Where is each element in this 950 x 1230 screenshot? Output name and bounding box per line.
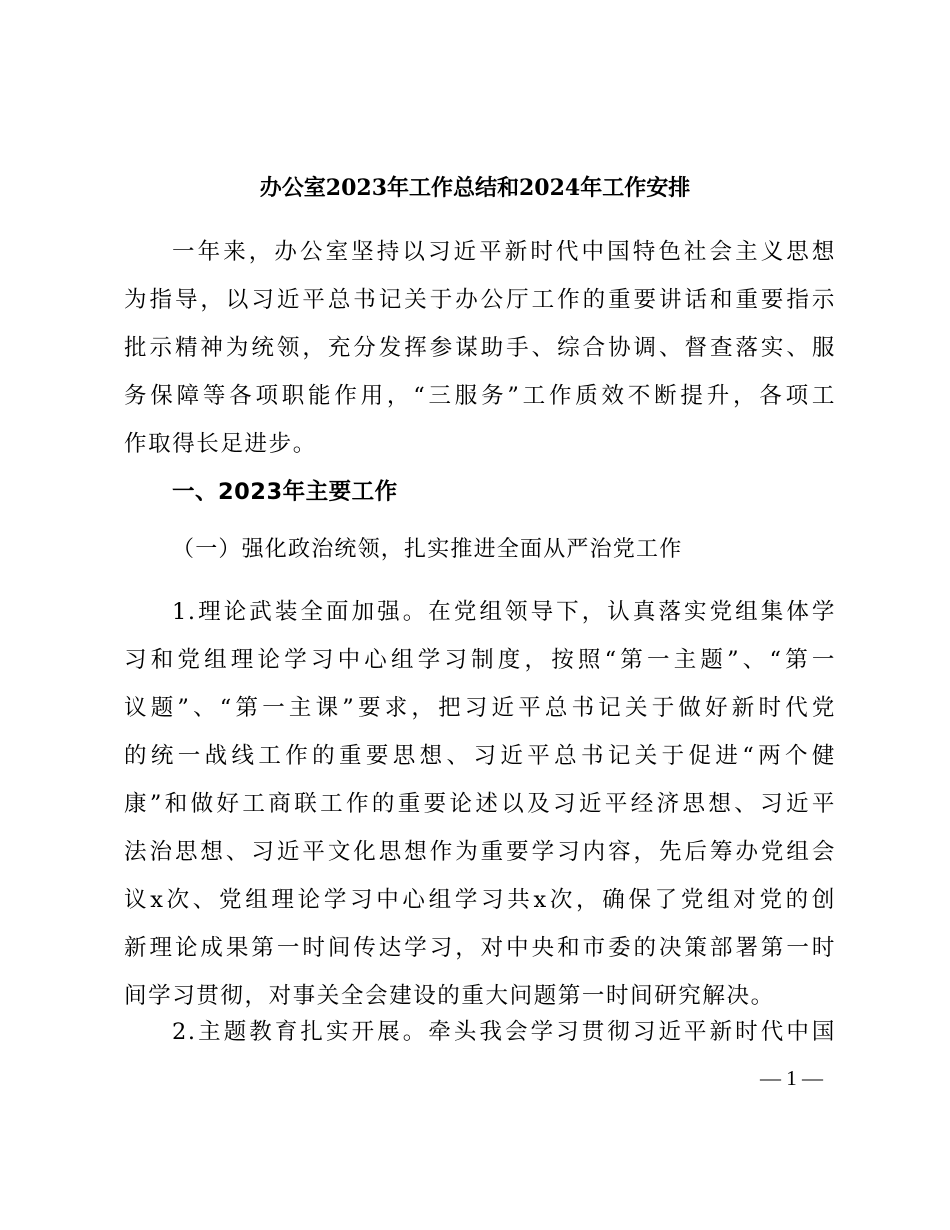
paragraph-line: 议x次、党组理论学习中心组学习共x次，确保了党组对党的创 xyxy=(124,887,836,913)
item1-paragraph xyxy=(124,588,836,1020)
paragraph-line: 为指导，以习近平总书记关于办公厅工作的重要讲话和重要指示 xyxy=(124,287,836,313)
document-title: 办公室2023年工作总结和2024年工作安排 xyxy=(259,175,691,201)
paragraph-line: 议题”、“第一主课”要求，把习近平总书记关于做好新时代党 xyxy=(124,695,836,721)
paragraph-line: 新理论成果第一时间传达学习，对中央和市委的决策部署第一时 xyxy=(124,935,836,961)
paragraph-line: 的统一战线工作的重要思想、习近平总书记关于促进“两个健 xyxy=(124,743,836,769)
subsection-heading: （一）强化政治统领，扎实推进全面从严治党工作 xyxy=(172,537,683,562)
paragraph-line: 间学习贯彻，对事关全会建设的重大问题第一时间研究解决。 xyxy=(124,983,775,1009)
paragraph-line: 康”和做好工商联工作的重要论述以及习近平经济思想、习近平 xyxy=(124,791,836,817)
paragraph-line: 2.主题教育扎实开展。牵头我会学习贯彻习近平新时代中国 xyxy=(172,1019,836,1045)
paragraph-line: 批示精神为统领，充分发挥参谋助手、综合协调、督查落实、服 xyxy=(124,335,836,361)
intro-paragraph xyxy=(124,228,836,468)
item2-paragraph xyxy=(124,1008,836,1056)
section-heading: 一、2023年主要工作 xyxy=(172,479,398,505)
paragraph-line: 法治思想、习近平文化思想作为重要学习内容，先后筹办党组会 xyxy=(124,839,836,865)
paragraph-line: 一年来，办公室坚持以习近平新时代中国特色社会主义思想 xyxy=(172,239,836,265)
page-number: — 1 — xyxy=(760,1066,823,1090)
paragraph-line: 习和党组理论学习中心组学习制度，按照“第一主题”、“第一 xyxy=(124,647,836,673)
paragraph-line: 1.理论武装全面加强。在党组领导下，认真落实党组集体学 xyxy=(172,599,836,625)
paragraph-line: 作取得长足进步。 xyxy=(124,431,317,457)
paragraph-line: 务保障等各项职能作用，“三服务”工作质效不断提升，各项工 xyxy=(124,383,836,409)
